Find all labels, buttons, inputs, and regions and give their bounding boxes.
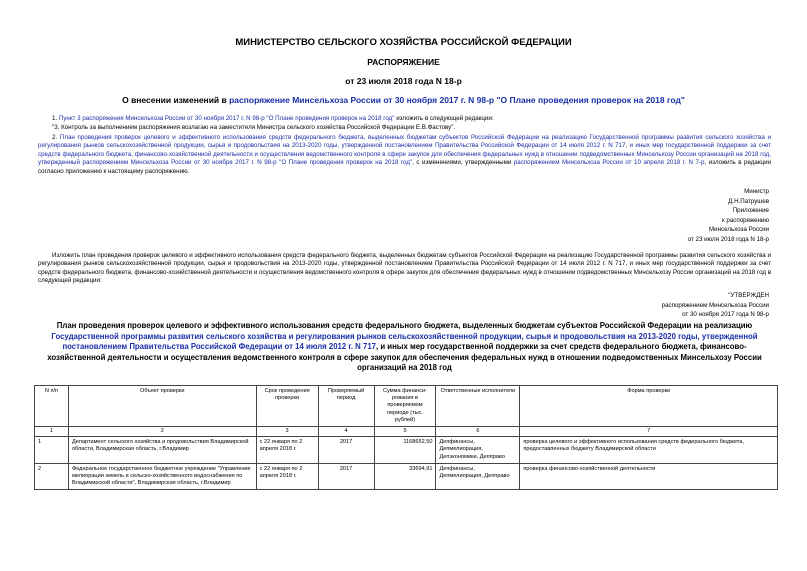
- plan-title-part-2: , и иных мер государственной поддержки за счет средств федерального бюджета, финансово-хозяйственной деятельности и осуществления ведомственного контроля в сфере закупок для обеспечения федеральных нужд в отношении подведомственных Минсельхозу России организаций на 2018 год: [47, 342, 762, 373]
- paragraph-2-middle: , с изменениями, утвержденными: [412, 159, 514, 167]
- plan-title: [38, 321, 771, 374]
- paragraph-2: [38, 134, 771, 176]
- appendix-line-4: от 23 июля 2018 года N 18-р: [687, 235, 769, 243]
- cell-num: 2: [35, 463, 69, 490]
- col-number: 2: [68, 427, 256, 437]
- cell-period: 2017: [318, 463, 374, 490]
- appendix-line-2: к распоряжению: [721, 216, 769, 224]
- table-column-numbers: [35, 427, 778, 437]
- document-title: [0, 95, 807, 105]
- signature-block: [688, 187, 769, 245]
- signature-name: Д.Н.Патрушев: [728, 197, 769, 205]
- paragraph-1-link[interactable]: Пункт 3 распоряжения Минсельхоза России от 30 ноября 2017 г. N 98-р "О Плане проведения проверок на 2018 год": [58, 115, 395, 122]
- approved-line-1: "УТВЕРЖДЕН: [728, 292, 769, 299]
- cell-form: проверка финансово-хозяйственной деятельности: [520, 463, 778, 490]
- col-number: 1: [35, 427, 69, 437]
- cell-term: с 22 января по 2 апреля 2018 г.: [256, 463, 318, 490]
- paragraph-1-prefix: 1.: [52, 115, 59, 122]
- paragraph-2-link-order[interactable]: распоряжением Минсельхоза России от 10 апреля 2018 г. N 7-р: [513, 159, 705, 167]
- approved-line-3: от 30 ноября 2017 года N 98-р: [682, 311, 769, 319]
- cell-num: 1: [35, 437, 69, 464]
- paragraph-2-link-plan[interactable]: План проведения проверок целевого и эффективного использования средств федерального бюджета, выделенных бюджетам субъектов Российской Федерации на реализацию Государственной программы развития сельского хозяйства и регулирования рынков сельскохозяйственной продукции, сырья и продовольствия на 2013-2020 годы, утвержденной постановлением Правительства Российской Федерации от 14 июля 2012 г. N 717, и иных мер государственной поддержки за счет средств федерального бюджета, финансово-хозяйственной деятельности и осуществления ведомственного контроля в сфере закупок для обеспечения федеральных нужд в отношении подведомственных Минсельхозу России организаций на 2018 год, утвержденный распоряжением Минсельхоза России от 30 ноября 2017 г. N 98-р "О Плане проведения проверок на 2018 год": [38, 134, 771, 167]
- ministry-heading: МИНИСТЕРСТВО СЕЛЬСКОГО ХОЗЯЙСТВА РОССИЙСКОЙ ФЕДЕРАЦИИ: [235, 37, 572, 48]
- cell-sum: 1168652,50: [374, 437, 436, 464]
- cell-object: Федеральное государственное бюджетное учреждение "Управление мелиорации земель и сельско-хозяйственного водоснабжения по Владимирской области", Владимирская область, г.Владимир: [68, 463, 256, 490]
- approved-line-2: распоряжением Минсельхоза России: [661, 301, 769, 309]
- table-row: [35, 463, 778, 490]
- inspection-plan-table: [34, 385, 778, 490]
- header-sum: Сумма финанси-рования в проверяемом периоде (тыс. рублей): [374, 386, 436, 427]
- paragraph-1-quote: "3. Контроль за выполнением распоряжения возлагаю на заместителя Министра сельского хозяйства Российской Федерации Е.В.Фастову".: [52, 124, 456, 131]
- table-header-row: [35, 386, 778, 427]
- col-number: 3: [256, 427, 318, 437]
- header-term: Срок проведения проверки: [256, 386, 318, 427]
- cell-executors: Депфинансы, Депмелиорация, Депправо: [436, 463, 520, 490]
- intro-paragraph: Изложить план проведения проверок целевого и эффективного использования средств федерального бюджета, выделенных бюджетам субъектов Российской Федерации на реализацию Государственной программы развития сельского хозяйства и регулирования рынков сельскохозяйственной продукции, сырья и продовольствия на 2013-2020 годы, утвержденной постановлением Правительства Российской Федерации от 14 июля 2012 г. N 717, и иных мер государственной поддержки за счет средств федерального бюджета, финансово-хозяйственной деятельности и осуществления ведомственного контроля в сфере закупок для обеспечения федеральных нужд в отношении подведомственных Минсельхозу России организаций на 2018 год в следующей редакции:: [38, 252, 771, 285]
- document-type: РАСПОРЯЖЕНИЕ: [367, 57, 440, 67]
- header-object: Объект проверки: [68, 386, 256, 427]
- header-executors: Ответственные исполнители: [436, 386, 520, 427]
- cell-period: 2017: [318, 437, 374, 464]
- document-date: от 23 июля 2018 года N 18-р: [345, 76, 462, 86]
- col-number: 6: [436, 427, 520, 437]
- header-num: N п/п: [35, 386, 69, 427]
- col-number: 4: [318, 427, 374, 437]
- appendix-line-3: Минсельхоза России: [709, 226, 769, 234]
- cell-executors: Депфинансы, Депмелиорация, Депэкономики, Депправо: [436, 437, 520, 464]
- col-number: 5: [374, 427, 436, 437]
- paragraph-2-prefix: 2.: [52, 134, 60, 141]
- plan-title-part-1: План проведения проверок целевого и эффективного использования средств федерального бюджета, выделенных бюджетам субъектов Российской Федерации на реализацию: [56, 321, 753, 330]
- appendix-line-1: Приложение: [732, 207, 769, 215]
- cell-form: проверка целевого и эффективного использования средств федерального бюджета, предоставленных бюджету Владимирской области: [520, 437, 778, 464]
- cell-object: Департамент сельского хозяйства и продовольствия Владимирской области, Владимирская область, г.Владимир: [68, 437, 256, 464]
- paragraph-1: [38, 115, 771, 123]
- signature-position: Министр: [744, 188, 769, 195]
- paragraph-2-suffix: , изложить в редакции согласно приложению к настоящему распоряжению.: [38, 159, 771, 175]
- plan-title-link[interactable]: Государственной программы развития сельского хозяйства и регулирования рынков сельскохозяйственной продукции, сырья и продовольствия на 2013-2020 годы, утвержденной постановлением Правительства Российской Федерации от 14 июля 2012 г. N 717: [51, 331, 758, 352]
- header-form: Форма проверки: [520, 386, 778, 427]
- paragraph-1-suffix: изложить в следующей редакции:: [394, 115, 494, 122]
- approval-stamp: [662, 291, 769, 320]
- col-number: 7: [520, 427, 778, 437]
- title-prefix: О внесении изменений в: [122, 95, 230, 105]
- title-link[interactable]: распоряжение Минсельхоза России от 30 ноября 2017 г. N 98-р "О Плане проведения проверок на 2018 год": [229, 95, 685, 105]
- cell-sum: 33694,91: [374, 463, 436, 490]
- cell-term: с 22 января по 2 апреля 2018 г.: [256, 437, 318, 464]
- table-row: [35, 437, 778, 464]
- header-period: Проверяемый период: [318, 386, 374, 427]
